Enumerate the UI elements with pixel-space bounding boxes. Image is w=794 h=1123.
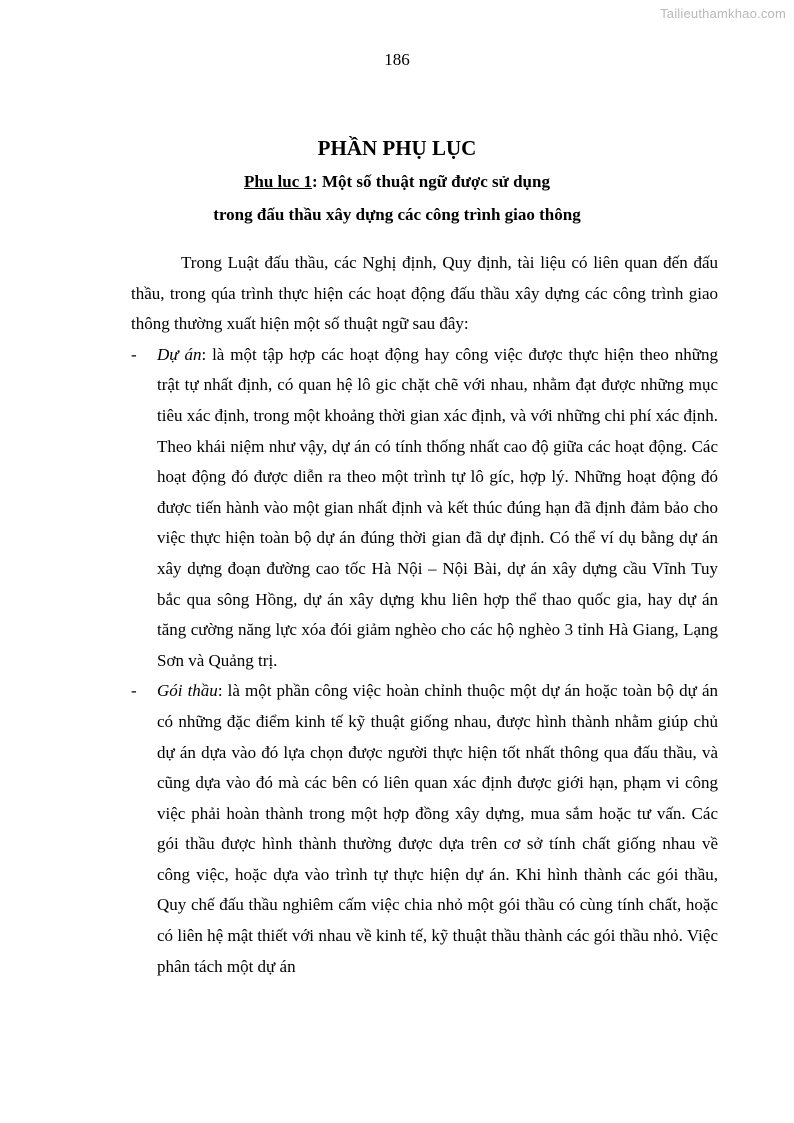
appendix-title-line-2: trong đấu thầu xây dựng các công trình giao thông <box>213 205 581 224</box>
list-bullet: - <box>131 681 137 701</box>
list-bullet: - <box>131 344 137 364</box>
intro-paragraph: Trong Luật đấu thầu, các Nghị định, Quy định, tài liệu có liên quan đến đấu thầu, trong qúa trình thực hiện các hoạt động đấu thầu xây dựng các công trình giao thông thường xuất hiện một số thuật ngữ sau đây: <box>131 253 718 334</box>
appendix-title-text: : Một số thuật ngữ được sử dụng <box>312 172 550 191</box>
term-definition: : là một tập hợp các hoạt động hay công việc được thực hiện theo những trật tự nhất định, có quan hệ lô gic chặt chẽ với nhau, nhằm đạt được những mục tiêu xác định, trong một khoảng thời gian xác định, và với những chi phí xác định. Theo khái niệm như vậy, dự án có tính thống nhất cao độ giữa các hoạt động. Các hoạt động đó được diễn ra theo một trình tự lô gíc, hợp lý. Những hoạt động đó được tiến hành vào một gian nhất định và kết thúc đúng hạn đã định đảm bảo cho việc thực hiện toàn bộ dự án đúng thời gian đã dự định. Có thể ví dụ bằng dự án xây dựng đoạn đường cao tốc Hà Nội – Nội Bài, dự án xây dựng cầu Vĩnh Tuy bắc qua sông Hồng, dự án xây dựng khu liên hợp thể thao quốc gia, hay dự án tăng cường năng lực xóa đói giảm nghèo cho các hộ nghèo 3 tỉnh Hà Giang, Lạng Sơn và Quảng trị. <box>157 344 718 670</box>
term-name: Dự án <box>157 344 202 364</box>
section-heading: PHẦN PHỤ LỤC <box>317 136 477 160</box>
term-item-du-an <box>131 340 718 677</box>
term-item-goi-thau <box>131 676 718 982</box>
appendix-label: Phu luc 1 <box>244 172 313 191</box>
document-body <box>131 248 718 982</box>
term-definition: : là một phần công việc hoàn chỉnh thuộc một dự án hoặc toàn bộ dự án có những đặc điểm kinh tế kỹ thuật giống nhau, được hình thành nhằm giúp chủ dự án dựa vào đó lựa chọn được người thực hiện tốt nhất thông qua đấu thầu, và cũng dựa vào đó mà các bên có liên quan xác định được giới hạn, phạm vi công việc phải hoàn thành trong một hợp đồng xây dựng, mua sắm hoặc tư vấn. Các gói thầu được hình thành thường được dựa trên cơ sở tính chất giống nhau về công việc, hoặc dựa vào trình tự thực hiện dự án. Khi hình thành các gói thầu, Quy chế đấu thầu nghiêm cấm việc chia nhỏ một gói thầu có cùng tính chất, hoặc có liên hệ mật thiết với nhau về kinh tế, kỹ thuật thầu thành các gói thầu nhỏ. Việc phân tách một dự án <box>157 681 718 976</box>
terms-list <box>131 340 718 982</box>
appendix-title-line-1 <box>0 172 794 192</box>
page-number: 186 <box>384 50 410 69</box>
term-name: Gói thầu <box>157 681 218 701</box>
watermark: Tailieuthamkhao.com <box>660 6 786 21</box>
